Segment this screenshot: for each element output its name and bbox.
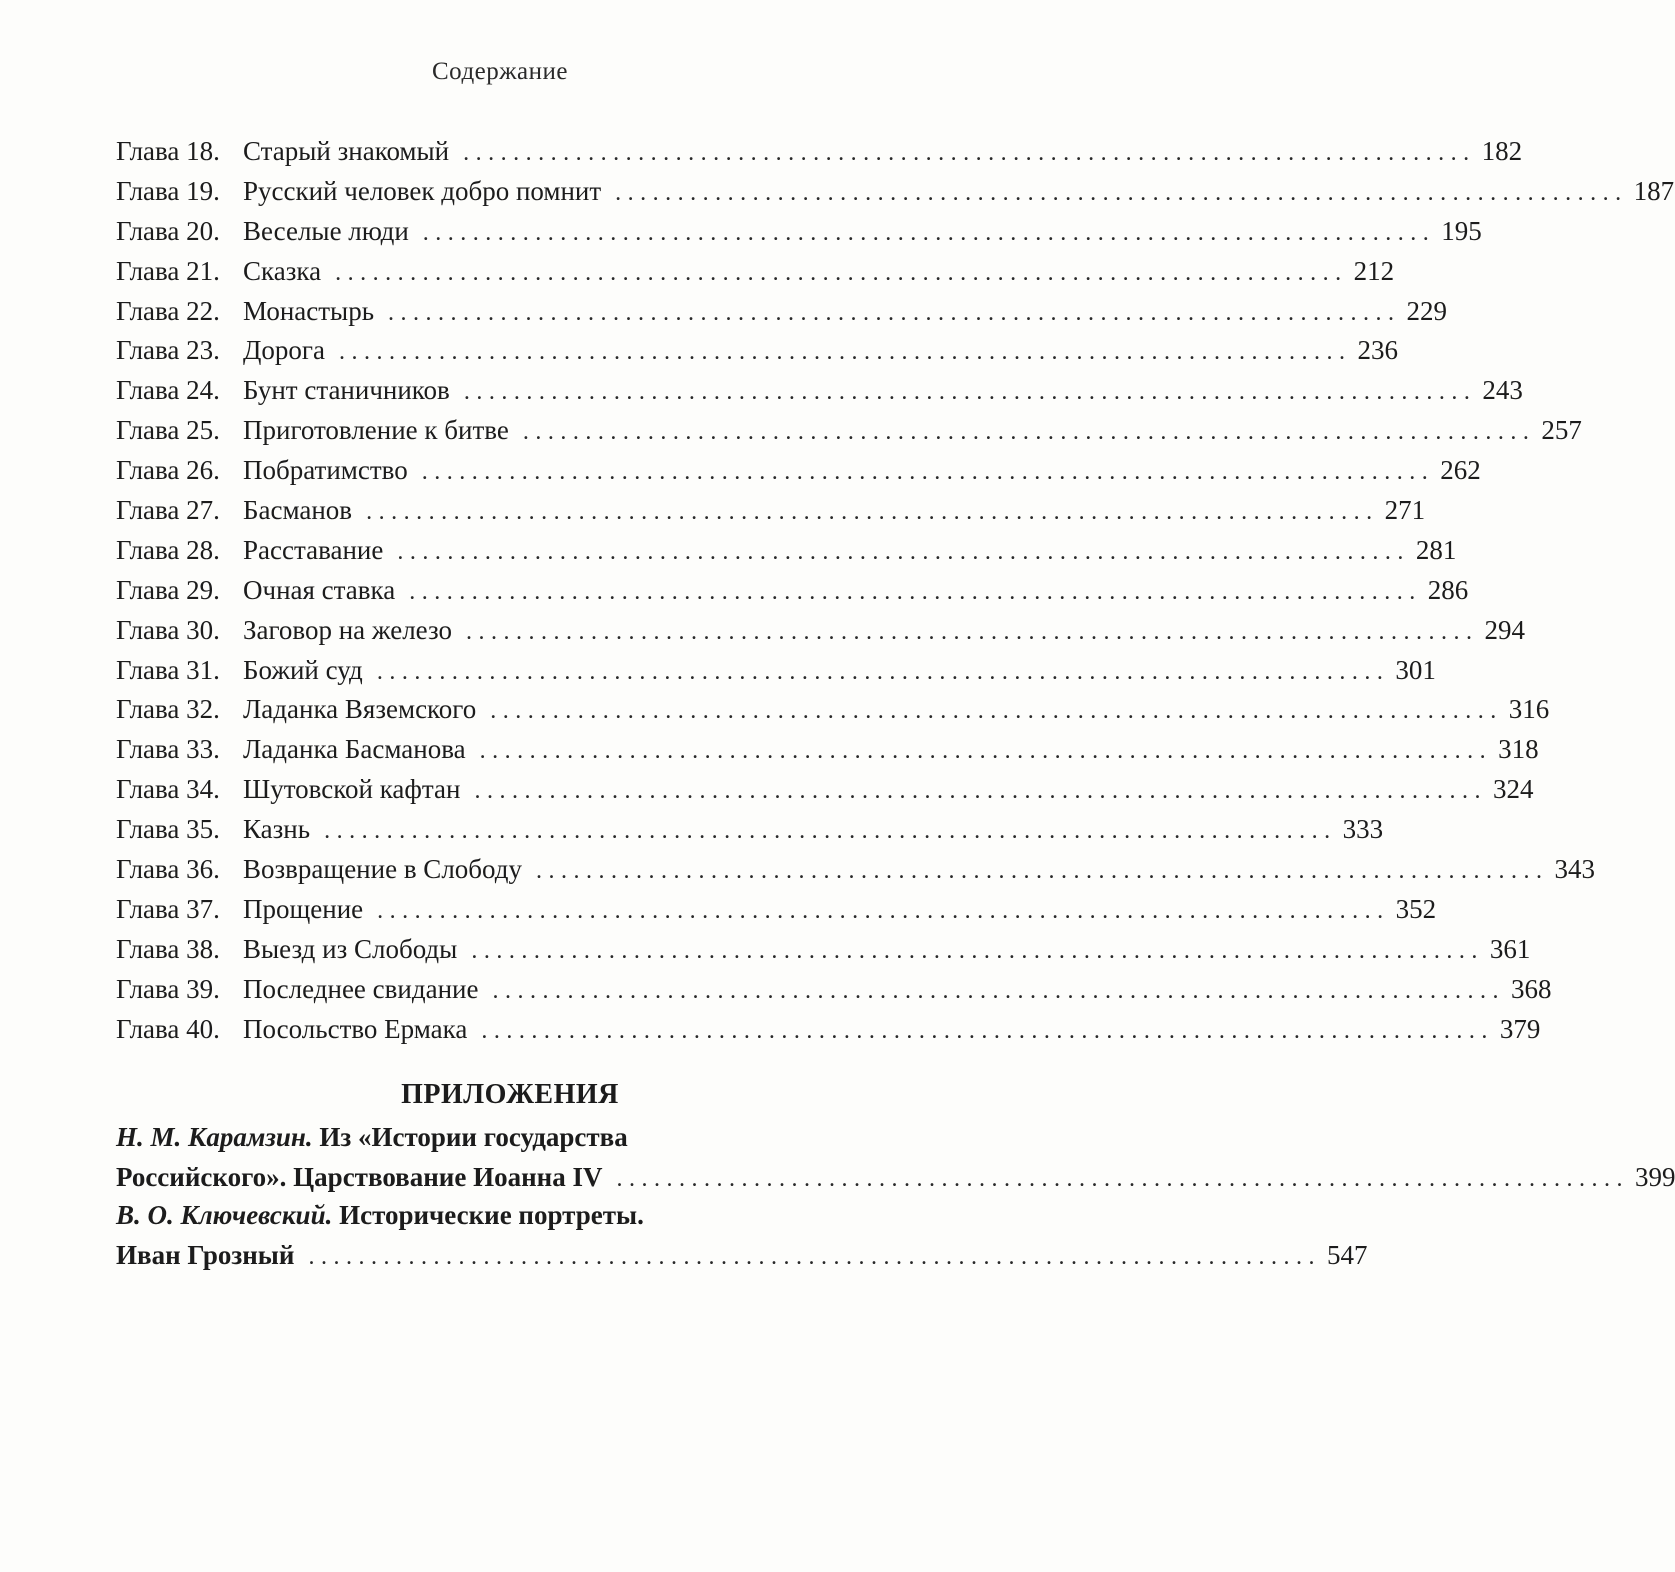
chapter-label: Глава 23. bbox=[116, 335, 220, 366]
toc-entry bbox=[116, 1013, 1541, 1054]
appendix-entry bbox=[116, 1122, 1675, 1202]
dot-leader: ................................................................................. bbox=[308, 1244, 1321, 1270]
chapter-title: Дорога bbox=[243, 335, 325, 366]
chapter-title: Ладанка Басманова bbox=[243, 734, 466, 765]
chapter-label: Глава 25. bbox=[116, 415, 220, 446]
page-number: 294 bbox=[1484, 614, 1525, 645]
chapter-label: Глава 29. bbox=[116, 574, 220, 605]
chapter-label: Глава 35. bbox=[116, 814, 220, 845]
page-number: 262 bbox=[1440, 455, 1481, 486]
chapter-title: Старый знакомый bbox=[243, 136, 450, 166]
dot-leader: ................................................................................. bbox=[536, 858, 1549, 885]
page-number: 212 bbox=[1353, 255, 1395, 286]
chapter-label: Глава 32. bbox=[116, 694, 220, 725]
chapter-title: Очная ставка bbox=[243, 574, 396, 605]
appendix-heading: ПРИЛОЖЕНИЯ bbox=[401, 1079, 619, 1110]
chapter-label: Глава 33. bbox=[116, 734, 220, 765]
chapter-label: Глава 36. bbox=[116, 854, 220, 885]
chapter-title: Божий суд bbox=[243, 654, 363, 685]
page-number: 243 bbox=[1482, 375, 1523, 406]
toc-entry bbox=[116, 335, 1398, 375]
page-number: 286 bbox=[1427, 574, 1469, 605]
dot-leader: ................................................................................. bbox=[409, 578, 1422, 605]
page-number: 301 bbox=[1395, 654, 1436, 685]
chapter-title: Расставание bbox=[243, 534, 384, 565]
page-number: 257 bbox=[1541, 415, 1582, 446]
chapter-title: Ладанка Вяземского bbox=[243, 694, 477, 725]
toc-entry bbox=[116, 455, 1481, 495]
dot-leader: ................................................................................. bbox=[481, 1017, 1494, 1044]
page-number: 316 bbox=[1508, 694, 1550, 725]
chapter-title: Возвращение в Слободу bbox=[243, 854, 522, 885]
page-number: 399 bbox=[1634, 1162, 1675, 1192]
dot-leader: ................................................................................. bbox=[479, 738, 1493, 765]
toc-entry bbox=[116, 654, 1436, 695]
dot-leader: ................................................................................. bbox=[463, 140, 1476, 166]
chapter-title: Прощение bbox=[243, 893, 364, 924]
page-number: 324 bbox=[1492, 774, 1534, 805]
page-number: 379 bbox=[1499, 1013, 1541, 1044]
page-number: 236 bbox=[1357, 335, 1398, 366]
appendix-work-title: Исторические портреты. bbox=[339, 1200, 644, 1230]
toc-entry bbox=[116, 295, 1448, 336]
dot-leader: ................................................................................. bbox=[616, 1166, 1629, 1192]
toc-entry bbox=[116, 255, 1395, 296]
chapter-title: Заговор на железо bbox=[243, 614, 452, 645]
dot-leader: ................................................................................. bbox=[338, 339, 1352, 366]
toc-entry bbox=[116, 734, 1539, 774]
chapter-title: Шутовской кафтан bbox=[243, 774, 461, 805]
chapter-title: Последнее свидание bbox=[243, 973, 479, 1004]
page-number: 318 bbox=[1498, 734, 1539, 765]
dot-leader: ................................................................................. bbox=[492, 977, 1505, 1004]
table-of-contents bbox=[116, 136, 1675, 1053]
dot-leader: ................................................................................. bbox=[366, 499, 1379, 526]
dot-leader: ................................................................................. bbox=[397, 538, 1410, 565]
dot-leader: ................................................................................. bbox=[421, 459, 1435, 486]
appendix-work-title: Российского». Царствование Иоанна IV bbox=[116, 1162, 603, 1192]
dot-leader: ................................................................................. bbox=[377, 897, 1390, 924]
chapter-label: Глава 21. bbox=[116, 255, 220, 286]
toc-entry bbox=[116, 973, 1552, 1014]
toc-entry bbox=[116, 774, 1534, 814]
dot-leader: ................................................................................. bbox=[463, 379, 1477, 406]
dot-leader: ................................................................................. bbox=[422, 219, 1436, 246]
appendix-entry bbox=[116, 1200, 1368, 1280]
dot-leader: ................................................................................. bbox=[474, 778, 1487, 805]
running-head: Содержание bbox=[432, 58, 568, 85]
page-number: 229 bbox=[1406, 295, 1448, 326]
chapter-title: Монастырь bbox=[243, 295, 375, 326]
chapter-title: Бунт станичников bbox=[243, 375, 450, 406]
page-number: 547 bbox=[1326, 1240, 1368, 1270]
toc-entry bbox=[116, 614, 1525, 655]
dot-leader: ................................................................................. bbox=[335, 259, 1348, 286]
toc-entry bbox=[116, 933, 1531, 974]
chapter-title: Веселые люди bbox=[243, 215, 409, 246]
chapter-label: Глава 30. bbox=[116, 614, 220, 645]
toc-entry bbox=[116, 694, 1550, 734]
dot-leader: ................................................................................. bbox=[615, 179, 1628, 206]
dot-leader: ................................................................................. bbox=[324, 818, 1337, 845]
appendix-entry-line bbox=[116, 1162, 1675, 1202]
page-number: 361 bbox=[1489, 933, 1531, 964]
chapter-title: Русский человек добро помнит bbox=[243, 175, 602, 206]
toc-entry bbox=[116, 175, 1675, 216]
appendix-entry-line bbox=[116, 1122, 908, 1162]
chapter-title: Казнь bbox=[243, 814, 311, 845]
chapter-title: Басманов bbox=[243, 495, 353, 526]
page-number: 343 bbox=[1554, 854, 1595, 885]
chapter-label: Глава 20. bbox=[116, 215, 220, 246]
chapter-label: Глава 31. bbox=[116, 654, 220, 685]
chapter-label: Глава 34. bbox=[116, 774, 220, 805]
chapter-label: Глава 37. bbox=[116, 893, 220, 924]
toc-entry bbox=[116, 854, 1595, 894]
dot-leader: ................................................................................. bbox=[466, 618, 1479, 645]
appendix-entry-line bbox=[116, 1240, 1368, 1280]
chapter-label: Глава 28. bbox=[116, 534, 220, 565]
chapter-title: Посольство Ермака bbox=[243, 1013, 468, 1044]
chapter-label: Глава 26. bbox=[116, 455, 220, 486]
chapter-title: Сказка bbox=[243, 255, 322, 286]
appendix-work-title: Иван Грозный bbox=[116, 1240, 295, 1270]
dot-leader: ................................................................................. bbox=[490, 698, 1503, 725]
appendix-author: В. О. Ключевский. bbox=[116, 1200, 333, 1230]
page-number: 187 bbox=[1633, 175, 1675, 206]
chapter-title: Побратимство bbox=[243, 455, 408, 486]
page-number: 195 bbox=[1441, 215, 1482, 246]
chapter-label: Глава 24. bbox=[116, 375, 220, 406]
page-number: 352 bbox=[1395, 893, 1437, 924]
page-number: 182 bbox=[1481, 136, 1523, 166]
chapter-title: Выезд из Слободы bbox=[243, 933, 458, 964]
appendix-work-title: Из «Истории государства bbox=[319, 1122, 628, 1152]
appendix-entry-line bbox=[116, 1200, 908, 1240]
dot-leader: ................................................................................. bbox=[522, 419, 1536, 446]
toc-entry bbox=[116, 893, 1437, 934]
page-number: 333 bbox=[1342, 814, 1384, 845]
toc-entry bbox=[116, 136, 1523, 176]
toc-entry bbox=[116, 495, 1426, 535]
toc-entry bbox=[116, 534, 1457, 575]
dot-leader: ................................................................................. bbox=[471, 937, 1484, 964]
chapter-label: Глава 19. bbox=[116, 175, 220, 206]
dot-leader: ................................................................................. bbox=[376, 658, 1390, 685]
chapter-label: Глава 18. bbox=[116, 136, 220, 166]
toc-entry bbox=[116, 415, 1582, 455]
toc-entry bbox=[116, 814, 1384, 854]
chapter-title: Приготовление к битве bbox=[243, 415, 509, 446]
dot-leader: ................................................................................. bbox=[388, 299, 1401, 326]
chapter-label: Глава 27. bbox=[116, 495, 220, 526]
chapter-label: Глава 22. bbox=[116, 295, 220, 326]
chapter-label: Глава 38. bbox=[116, 933, 220, 964]
page-number: 368 bbox=[1510, 973, 1552, 1004]
appendix-author: Н. М. Карамзин. bbox=[116, 1122, 313, 1152]
toc-entry bbox=[116, 215, 1482, 256]
chapter-label: Глава 39. bbox=[116, 973, 220, 1004]
toc-entry bbox=[116, 574, 1469, 615]
chapter-label: Глава 40. bbox=[116, 1013, 220, 1044]
page-number: 281 bbox=[1415, 534, 1457, 565]
toc-entry bbox=[116, 375, 1523, 415]
page-number: 271 bbox=[1384, 495, 1426, 526]
